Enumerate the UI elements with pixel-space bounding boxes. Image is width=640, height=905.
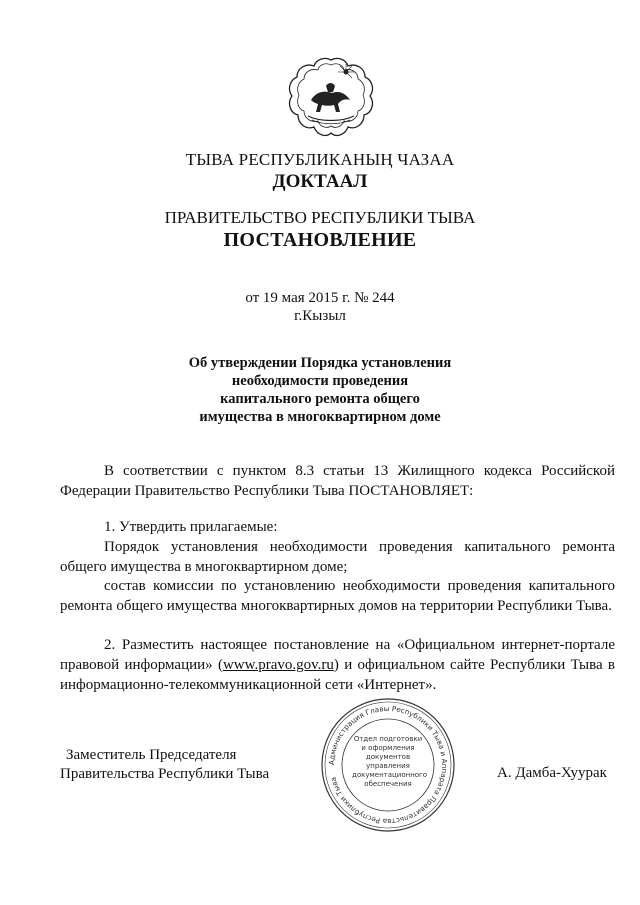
item-2-text-before: 2. Разместить настоящее постановление на «Официальном интернет-портале правовой информации» ( xyxy=(60,637,615,673)
order-paragraph: Порядок установления необходимости проведения капитального ремонта общего имущества в многоквартирном доме; xyxy=(60,539,615,575)
header-doc-type: ПОСТАНОВЛЕНИЕ xyxy=(223,229,417,251)
title-line-2: необходимости проведения xyxy=(231,373,409,389)
item-2 xyxy=(60,635,615,695)
tyva-coat-of-arms-icon xyxy=(286,56,376,138)
date-number: от 19 мая 2015 г. № 244 xyxy=(245,290,395,306)
header-tyva-government: ТЫВА РЕСПУБЛИКАНЫҢ ЧАЗАА xyxy=(185,150,455,169)
item-1: 1. Утвердить прилагаемые: xyxy=(104,519,278,535)
title-line-1: Об утверждении Порядка установления xyxy=(188,355,452,371)
signature-position-line-1: Заместитель Председателя xyxy=(66,747,237,763)
signature-position-line-2: Правительства Республики Тыва xyxy=(60,766,270,782)
title-line-3: капитального ремонта общего xyxy=(220,391,420,407)
stamp-ring-text: Администрация Главы Республики Тыва и Аппарата Правительства Республики Тыва xyxy=(326,703,450,827)
signature-name: А. Дамба-Хуурак xyxy=(497,765,607,781)
header-government: ПРАВИТЕЛЬСТВО РЕСПУБЛИКИ ТЫВА xyxy=(164,208,476,227)
header-doc-type-tyva: ДОКТААЛ xyxy=(272,171,368,192)
composition-paragraph: состав комиссии по установлению необходимости проведения капитального ремонта общего имущества многоквартирных домов на территории Республики Тыва. xyxy=(60,578,615,614)
stamp-inner-text: Отдел подготовки и оформления документов управления документационного обеспечения xyxy=(352,735,428,788)
item-2-text-after: ) и официальном сайте Республики Тыва в информационно-телекоммуникационной сети «Интернет». xyxy=(60,657,616,693)
pravo-link[interactable]: www.pravo.gov.ru xyxy=(222,657,334,673)
intro-paragraph: В соответствии с пунктом 8.3 статьи 13 Жилищного кодекса Российской Федерации Правительство Республики Тыва ПОСТАНОВЛЯЕТ: xyxy=(60,463,615,499)
title-line-4: имущества в многоквартирном доме xyxy=(199,409,441,425)
city: г.Кызыл xyxy=(294,308,346,324)
signature-position xyxy=(60,746,269,784)
